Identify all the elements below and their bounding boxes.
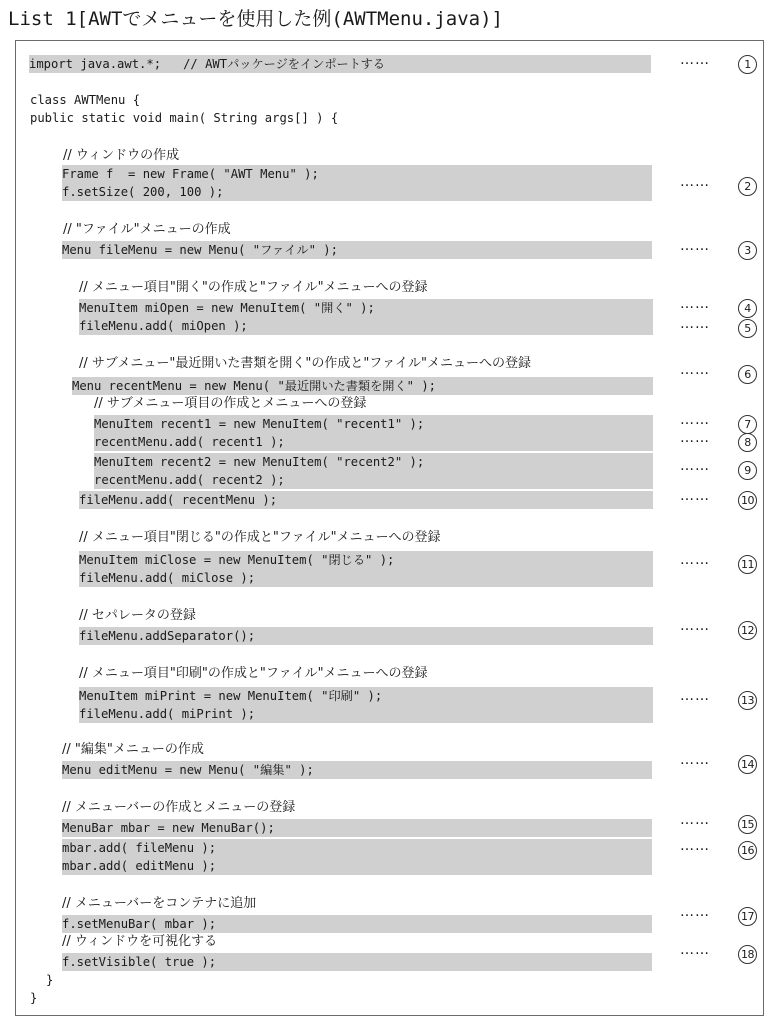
code-line: Menu recentMenu = new Menu( "最近開いた書類を開く" ); — [72, 377, 653, 395]
leader-dots: …… — [680, 412, 710, 428]
code-comment-line: // メニューバーの作成とメニューの登録 — [62, 800, 296, 815]
circled-number: 6 — [738, 365, 757, 384]
code-line: fileMenu.addSeparator(); — [79, 627, 653, 645]
circled-number: 14 — [738, 755, 757, 774]
circled-number: 11 — [738, 555, 757, 574]
code-comment-line: // ウィンドウの作成 — [63, 148, 180, 163]
circled-number: 17 — [738, 907, 757, 926]
code-line: mbar.add( editMenu ); — [62, 857, 652, 875]
leader-dots: …… — [680, 812, 710, 828]
leader-dots: …… — [680, 752, 710, 768]
code-line: class AWTMenu { — [30, 93, 141, 107]
code-line: MenuItem miOpen = new MenuItem( "開く" ); — [79, 299, 653, 317]
code-line: Menu fileMenu = new Menu( "ファイル" ); — [62, 241, 652, 259]
leader-dots: …… — [680, 688, 710, 704]
code-line: Menu editMenu = new Menu( "編集" ); — [62, 761, 652, 779]
code-comment-line: // サブメニュー"最近開いた書類を開く"の作成と"ファイル"メニューへの登録 — [79, 356, 532, 371]
code-line: MenuItem recent2 = new MenuItem( "recent2" ); — [94, 453, 653, 471]
leader-dots: …… — [680, 488, 710, 504]
code-line: MenuItem miPrint = new MenuItem( "印刷" ); — [79, 687, 653, 705]
leader-dots: …… — [680, 458, 710, 474]
circled-number: 18 — [738, 945, 757, 964]
code-line: mbar.add( fileMenu ); — [62, 839, 652, 857]
circled-number: 16 — [738, 841, 757, 860]
code-line: MenuBar mbar = new MenuBar(); — [62, 819, 652, 837]
code-line: fileMenu.add( miOpen ); — [79, 317, 653, 335]
code-comment-line: // セパレータの登録 — [79, 608, 196, 623]
code-line: MenuItem miClose = new MenuItem( "閉じる" ); — [79, 551, 653, 569]
circled-number: 10 — [738, 491, 757, 510]
circled-number: 3 — [738, 241, 757, 260]
circled-number: 15 — [738, 815, 757, 834]
code-line: f.setVisible( true ); — [62, 953, 652, 971]
code-comment-line: // "ファイル"メニューの作成 — [63, 222, 231, 237]
code-line: f.setSize( 200, 100 ); — [62, 183, 652, 201]
code-line: fileMenu.add( miClose ); — [79, 569, 653, 587]
code-line: import java.awt.*; // AWTパッケージをインポートする — [29, 55, 651, 73]
leader-dots: …… — [680, 430, 710, 446]
code-line: recentMenu.add( recent2 ); — [94, 471, 653, 489]
leader-dots: …… — [680, 316, 710, 332]
leader-dots: …… — [680, 238, 710, 254]
leader-dots: …… — [680, 838, 710, 854]
circled-number: 7 — [738, 415, 757, 434]
leader-dots: …… — [680, 362, 710, 378]
code-line: Frame f = new Frame( "AWT Menu" ); — [62, 165, 652, 183]
code-line: } — [46, 973, 54, 987]
circled-number: 5 — [738, 319, 757, 338]
leader-dots: …… — [680, 174, 710, 190]
code-line: } — [30, 991, 38, 1005]
code-line: fileMenu.add( recentMenu ); — [79, 491, 653, 509]
code-comment-line: // メニュー項目"閉じる"の作成と"ファイル"メニューへの登録 — [79, 530, 441, 545]
leader-dots: …… — [680, 296, 710, 312]
code-line: fileMenu.add( miPrint ); — [79, 705, 653, 723]
code-line: recentMenu.add( recent1 ); — [94, 433, 653, 451]
code-listing-frame — [15, 40, 764, 1016]
code-comment-line: // メニュー項目"印刷"の作成と"ファイル"メニューへの登録 — [79, 666, 428, 681]
circled-number: 12 — [738, 621, 757, 640]
leader-dots: …… — [680, 52, 710, 68]
leader-dots: …… — [680, 904, 710, 920]
code-comment-line: // "編集"メニューの作成 — [62, 742, 204, 757]
circled-number: 9 — [738, 461, 757, 480]
code-comment-line: // メニュー項目"開く"の作成と"ファイル"メニューへの登録 — [79, 280, 428, 295]
leader-dots: …… — [680, 552, 710, 568]
code-comment-line: // サブメニュー項目の作成とメニューへの登録 — [94, 396, 367, 411]
code-comment-line: // ウィンドウを可視化する — [62, 934, 218, 949]
code-comment-line: // メニューバーをコンテナに追加 — [62, 896, 257, 911]
circled-number: 1 — [738, 55, 757, 74]
code-line: MenuItem recent1 = new MenuItem( "recent1" ); — [94, 415, 653, 433]
leader-dots: …… — [680, 618, 710, 634]
circled-number: 13 — [738, 691, 757, 710]
code-line: public static void main( String args[] ) { — [30, 111, 339, 125]
circled-number: 2 — [738, 177, 757, 196]
circled-number: 8 — [738, 433, 757, 452]
code-line: f.setMenuBar( mbar ); — [62, 915, 652, 933]
listing-title: List 1[AWTでメニューを使用した例(AWTMenu.java)] — [8, 8, 503, 30]
circled-number: 4 — [738, 299, 757, 318]
leader-dots: …… — [680, 942, 710, 958]
